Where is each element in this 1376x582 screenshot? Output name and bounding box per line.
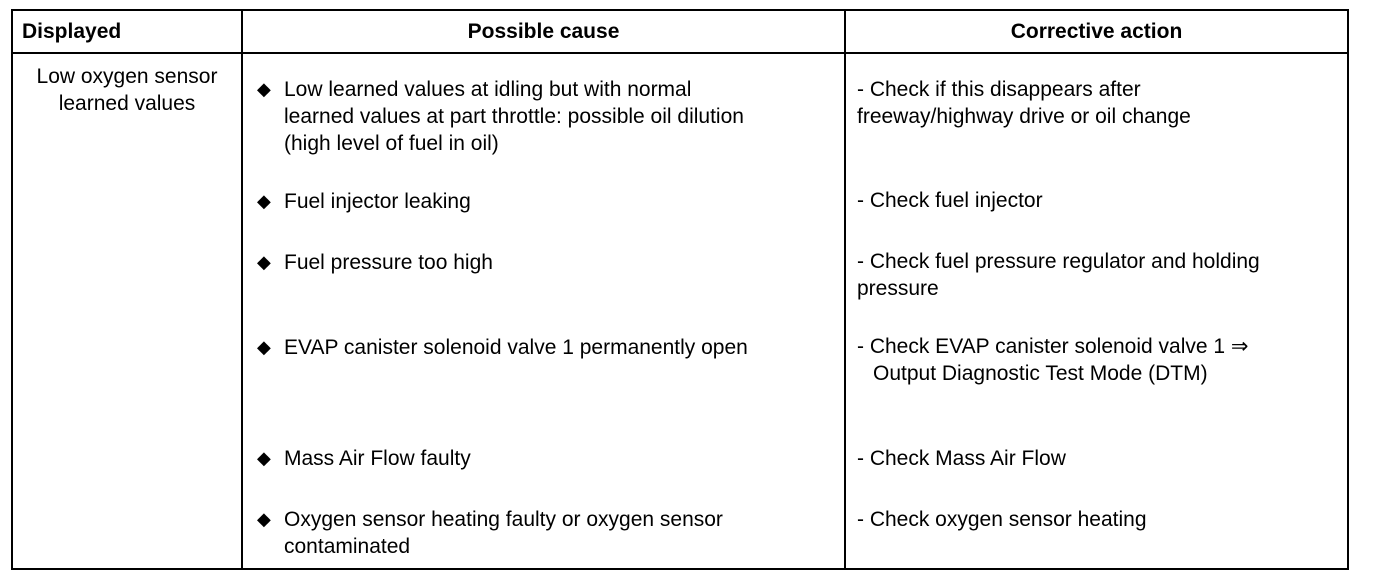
column-divider: [844, 11, 846, 568]
header-divider: [13, 52, 1347, 54]
header-displayed: Displayed: [22, 20, 122, 43]
diamond-bullet-icon: ◆: [257, 252, 271, 272]
cause-text: Mass Air Flow faulty: [284, 447, 471, 470]
column-divider: [241, 11, 243, 568]
header-possible-cause: Possible cause: [467, 20, 620, 43]
action-item: - Check Mass Air Flow: [857, 447, 1066, 470]
displayed-line: Low oxygen sensor: [36, 65, 218, 88]
diagnostic-table: [11, 9, 1349, 570]
diamond-bullet-icon: ◆: [257, 337, 271, 357]
diamond-bullet-icon: ◆: [257, 79, 271, 99]
action-item: - Check oxygen sensor heating: [857, 508, 1147, 531]
displayed-line: learned values: [58, 92, 196, 115]
cause-text: EVAP canister solenoid valve 1 permanently open: [284, 336, 748, 359]
action-item: - Check EVAP canister solenoid valve 1 ⇒ Output Diagnostic Test Mode (DTM): [857, 335, 1249, 385]
cause-text: Fuel pressure too high: [284, 251, 493, 274]
action-item: - Check fuel injector: [857, 189, 1043, 212]
displayed-cell: [13, 63, 241, 117]
cause-text: Fuel injector leaking: [284, 190, 471, 213]
diamond-bullet-icon: ◆: [257, 509, 271, 529]
action-item: - Check if this disappears after freeway/highway drive or oil change: [857, 78, 1191, 128]
header-corrective-action: Corrective action: [1010, 20, 1183, 43]
cause-text: Low learned values at idling but with normal learned values at part throttle: possible oil dilution (high level of fuel in oil): [284, 78, 744, 155]
diamond-bullet-icon: ◆: [257, 191, 271, 211]
diamond-bullet-icon: ◆: [257, 448, 271, 468]
action-item: - Check fuel pressure regulator and holding pressure: [857, 250, 1260, 300]
cause-text: Oxygen sensor heating faulty or oxygen sensor contaminated: [284, 508, 723, 558]
